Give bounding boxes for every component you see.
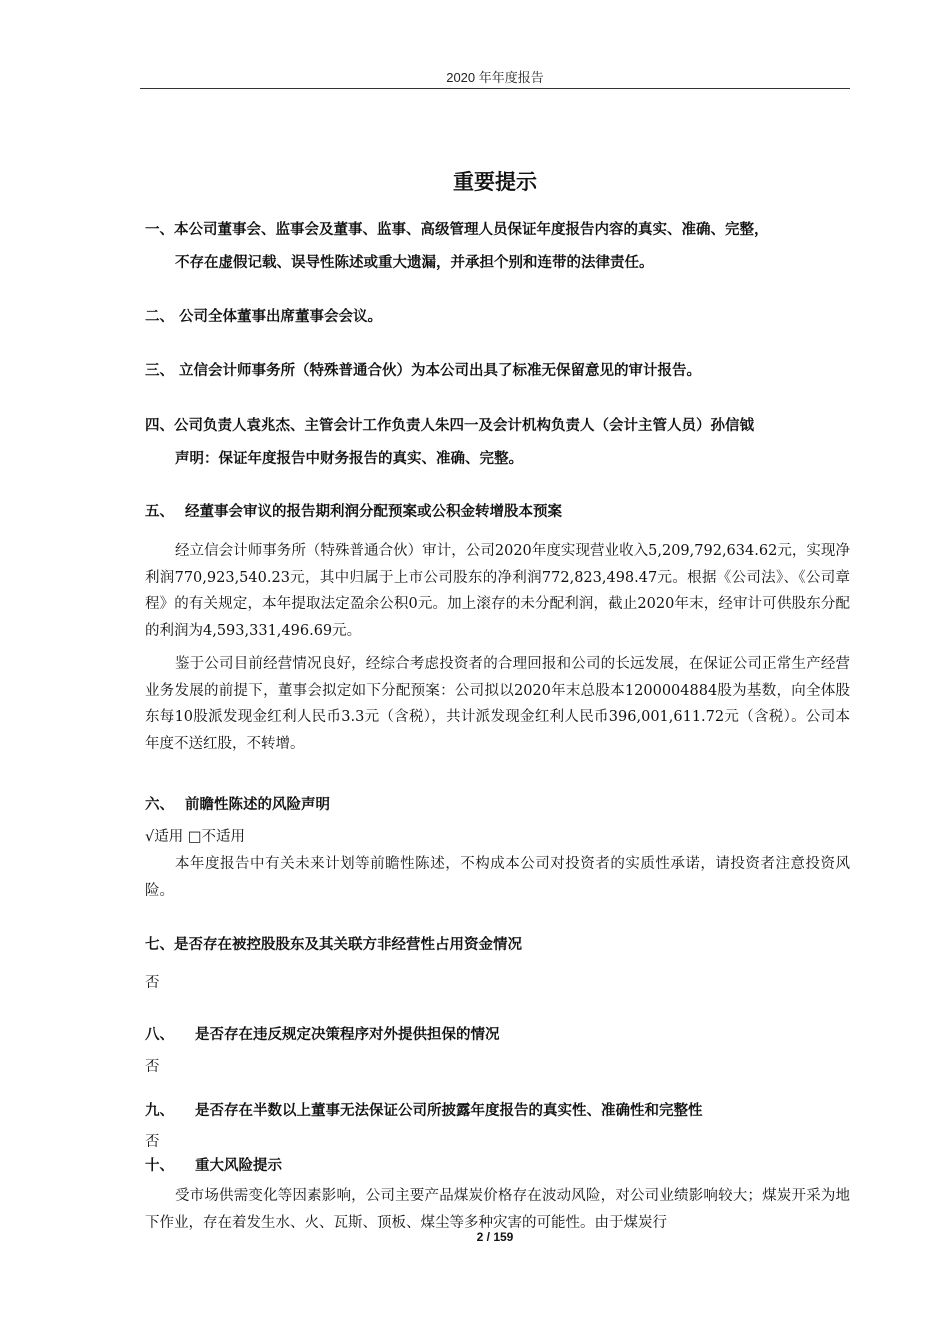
item-two: 二、 公司全体董事出席董事会会议。 xyxy=(145,309,383,325)
item-four-line2: 声明：保证年度报告中财务报告的真实、准确、完整。 xyxy=(175,451,523,467)
item-six-heading xyxy=(145,793,330,814)
page-number: 2 / 159 xyxy=(476,1230,514,1244)
item-four-line1: 四、公司负责人袁兆杰、主管会计工作负责人朱四一及会计机构负责人（会计主管人员）孙信钺 xyxy=(145,418,754,434)
header-divider xyxy=(140,88,850,89)
item-five-paragraph-1: 经立信会计师事务所（特殊普通合伙）审计，公司2020年度实现营业收入5,209,792,634.62元，实现净利润770,923,540.23元，其中归属于上市公司股东的净利润772,823,498.47元。根据《公司法》、《公司章程》的有关规定，本年提取法定盈余公积0元。加上滚存的未分配利润，截止2020年末，经审计可供股东分配的利润为4,593,331,496.69元。 xyxy=(145,543,850,639)
item-ten-paragraph: 受市场供需变化等因素影响，公司主要产品煤炭价格存在波动风险，对公司业绩影响较大；煤炭开采为地下作业，存在着发生水、火、瓦斯、顶板、煤尘等多种灾害的可能性。由于煤炭行 xyxy=(145,1188,850,1231)
applicability-checkbox-line: √适用 □不适用 xyxy=(145,829,246,845)
item-nine-heading xyxy=(145,1099,703,1120)
item-eight-answer: 否 xyxy=(145,1059,160,1075)
item-five-heading xyxy=(145,500,562,521)
item-five-title: 经董事会审议的报告期利润分配预案或公积金转增股本预案 xyxy=(185,504,562,520)
running-header: 2020 年年度报告 xyxy=(446,70,544,85)
item-ten-heading xyxy=(145,1154,282,1175)
item-six-paragraph: 本年度报告中有关未来计划等前瞻性陈述，不构成本公司对投资者的实质性承诺，请投资者注意投资风险。 xyxy=(145,856,850,899)
item-three: 三、 立信会计师事务所（特殊普通合伙）为本公司出具了标准无保留意见的审计报告。 xyxy=(145,363,702,379)
item-eight-heading xyxy=(145,1023,500,1044)
item-nine-number: 九、 xyxy=(145,1103,174,1119)
item-ten-title: 重大风险提示 xyxy=(195,1158,282,1174)
item-ten-number: 十、 xyxy=(145,1158,174,1174)
item-nine-answer: 否 xyxy=(145,1134,160,1150)
item-eight-number: 八、 xyxy=(145,1027,174,1043)
item-six-number: 六、 xyxy=(145,797,174,813)
item-five-paragraph-2: 鉴于公司目前经营情况良好，经综合考虑投资者的合理回报和公司的长远发展，在保证公司正常生产经营业务发展的前提下，董事会拟定如下分配预案：公司拟以2020年末总股本1200004884股为基数，向全体股东每10股派发现金红利人民币3.3元（含税），共计派发现金红利人民币396,001,611.72元（含税）。公司本年度不送红股，不转增。 xyxy=(145,656,850,752)
item-eight-title: 是否存在违反规定决策程序对外提供担保的情况 xyxy=(195,1027,500,1043)
item-nine-title: 是否存在半数以上董事无法保证公司所披露年度报告的真实性、准确性和完整性 xyxy=(195,1103,703,1119)
item-seven-heading: 七、是否存在被控股股东及其关联方非经营性占用资金情况 xyxy=(145,937,522,953)
item-one-line2: 不存在虚假记载、误导性陈述或重大遗漏，并承担个别和连带的法律责任。 xyxy=(175,255,654,271)
page-title: 重要提示 xyxy=(453,170,537,194)
item-six-title: 前瞻性陈述的风险声明 xyxy=(185,797,330,813)
item-one-line1: 一、本公司董事会、监事会及董事、监事、高级管理人员保证年度报告内容的真实、准确、完整， xyxy=(145,222,769,238)
item-seven-answer: 否 xyxy=(145,975,160,991)
item-five-number: 五、 xyxy=(145,504,174,520)
